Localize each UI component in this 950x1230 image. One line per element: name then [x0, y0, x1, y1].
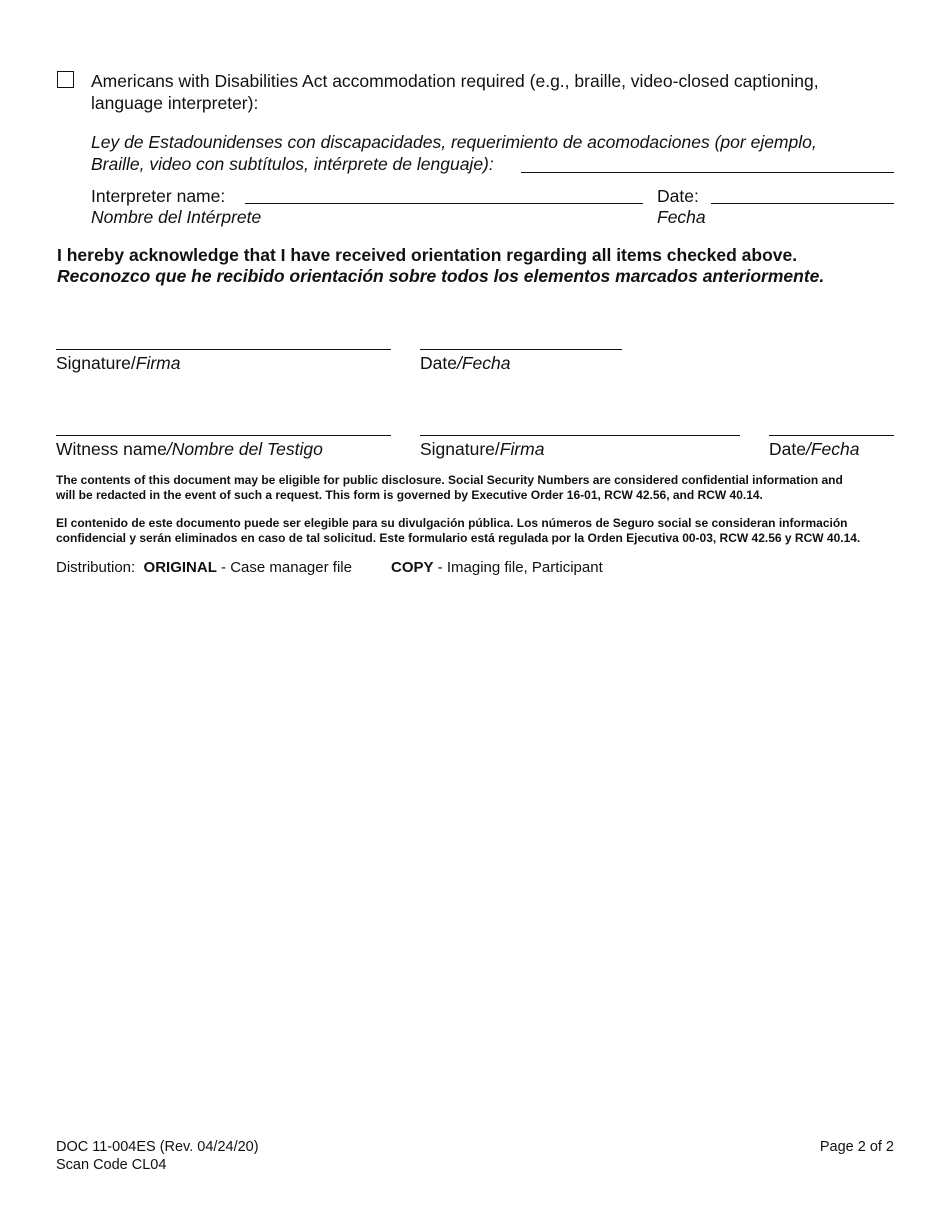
witness-name-label: [56, 438, 323, 460]
witness-date-line[interactable]: [769, 435, 894, 436]
ada-accommodation-field-line[interactable]: [521, 172, 894, 173]
ada-label-en: [91, 70, 819, 114]
scan-code: Scan Code CL04: [56, 1157, 167, 1173]
participant-date-label: [420, 352, 510, 374]
disclosure-es-line2: confidencial y serán eliminados en caso de tal solicitud. Este formulario está regulada por la Orden Ejecutiva 00-03, RCW 42.56 y RCW 40.14.: [56, 530, 861, 545]
signature-label-en: Signature/: [56, 353, 136, 373]
witness-signature-line[interactable]: [420, 435, 740, 436]
ada-label-es: [91, 131, 817, 175]
distribution-copy-desc: - Imaging file, Participant: [433, 559, 603, 576]
acknowledgment-en: I hereby acknowledge that I have received orientation regarding all items checked above.: [57, 245, 798, 265]
interpreter-name-label: Interpreter name:: [91, 186, 226, 206]
witness-label-es: /Nombre del Testigo: [166, 439, 323, 459]
interpreter-date-field-line[interactable]: [711, 203, 894, 204]
witness-date-label-es: /Fecha: [805, 439, 860, 459]
disclosure-es: [56, 516, 926, 545]
footer-left: [56, 1138, 259, 1174]
distribution-copy: COPY: [391, 559, 434, 576]
witness-date-label: [769, 438, 859, 460]
participant-signature-line[interactable]: [56, 349, 391, 350]
acknowledgment-es: Reconozco que he recibido orientación sobre todos los elementos marcados anteriormente.: [57, 266, 825, 286]
disclosure-en-line2: will be redacted in the event of such a request. This form is governed by Executive Order 16-01, RCW 42.56, and RCW 40.14.: [56, 487, 763, 502]
disclosure-en: [56, 473, 916, 502]
witness-date-label-en: Date: [769, 439, 806, 459]
interpreter-name-label-es: Nombre del Intérprete: [91, 207, 262, 227]
disclosure-es-line1: El contenido de este documento puede ser elegible para su divulgación pública. Los números de Seguro social se consideran información: [56, 516, 848, 530]
page-number: Page 2 of 2: [819, 1139, 894, 1155]
distribution-original-desc: - Case manager file: [216, 559, 352, 576]
ada-label-es-line2: Braille, video con subtítulos, intérprete de lenguaje):: [91, 154, 494, 174]
witness-signature-label-es: Firma: [499, 439, 545, 459]
interpreter-date-label-es: Fecha: [657, 207, 706, 227]
distribution-original: ORIGINAL: [143, 559, 217, 576]
distribution-copy-line: [391, 558, 603, 578]
participant-signature-label: [56, 352, 181, 374]
distribution-line: [56, 558, 352, 578]
witness-label-en: Witness name: [56, 439, 167, 459]
date-label-en: Date: [420, 353, 457, 373]
participant-date-line[interactable]: [420, 349, 622, 350]
witness-name-line[interactable]: [56, 435, 391, 436]
ada-label-es-line1: Ley de Estadounidenses con discapacidades, requerimiento de acomodaciones (por ejemplo,: [91, 132, 817, 152]
ada-label-en-line2: language interpreter):: [91, 93, 259, 113]
ada-label-en-line1: Americans with Disabilities Act accommodation required (e.g., braille, video-closed captioning,: [91, 71, 819, 91]
form-number: DOC 11-004ES (Rev. 04/24/20): [56, 1139, 259, 1155]
ada-accommodation-checkbox[interactable]: [57, 71, 74, 88]
witness-signature-label: [420, 438, 545, 460]
disclosure-en-line1: The contents of this document may be eligible for public disclosure. Social Security Numbers are considered confidential information and: [56, 473, 843, 487]
interpreter-date-label: Date:: [657, 186, 699, 206]
signature-label-es: Firma: [135, 353, 181, 373]
distribution-label: Distribution:: [56, 559, 136, 576]
interpreter-name-field-line[interactable]: [245, 203, 643, 204]
witness-signature-label-en: Signature/: [420, 439, 500, 459]
date-label-es: /Fecha: [456, 353, 511, 373]
